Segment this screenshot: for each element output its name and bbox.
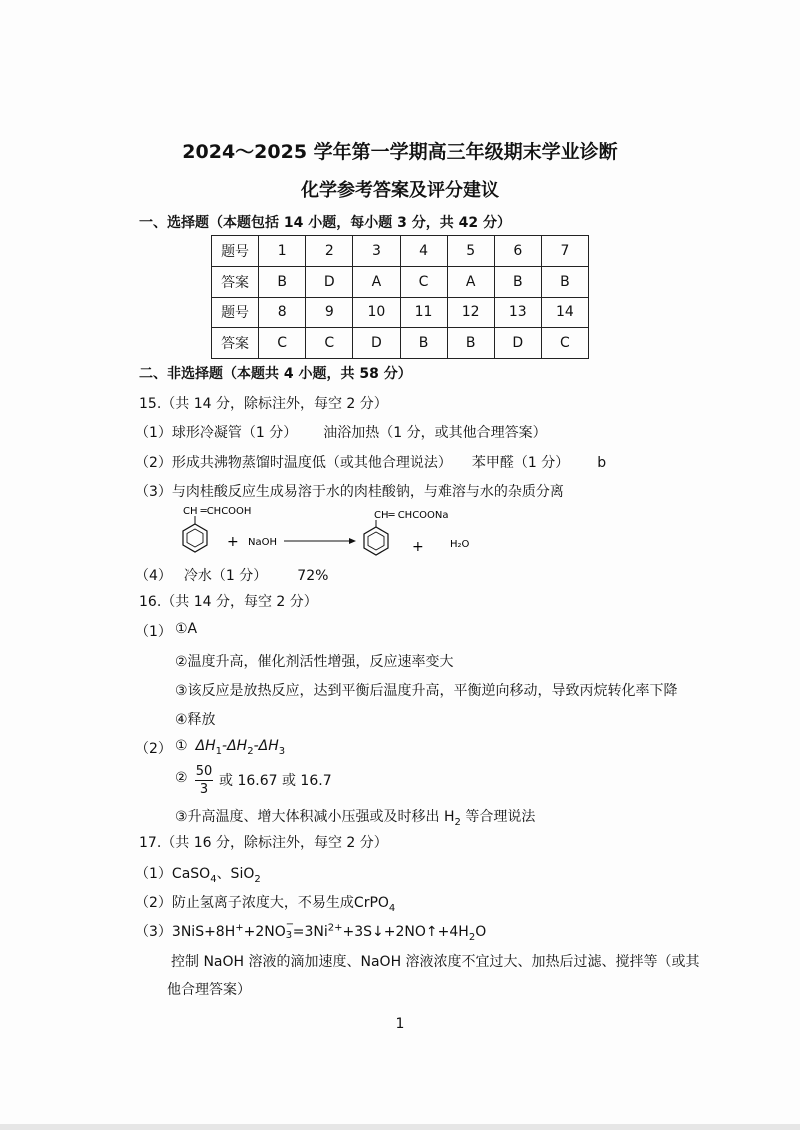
table-cell: D (306, 266, 353, 297)
table-cell: A (353, 266, 400, 297)
table-cell: 11 (400, 297, 447, 328)
table-cell: B (400, 328, 447, 359)
table-cell: 5 (447, 236, 494, 267)
table-cell: A (447, 266, 494, 297)
reaction-equation (160, 502, 500, 562)
table-cell: 6 (494, 236, 541, 267)
answer-text: 苯甲醛（1 分） (471, 455, 570, 471)
fraction (195, 763, 213, 798)
answer-text: b (597, 455, 607, 471)
answer-text: 形成共沸物蒸馏时温度低（或其他合理说法） (171, 455, 452, 471)
product-substituent: CH═ CHCOONa (374, 510, 449, 521)
plus-sign: + (227, 534, 239, 550)
document-subtitle: 化学参考答案及评分建议 (301, 180, 499, 201)
q17-part3-c: 他合理答案） (167, 982, 251, 998)
q16-part2-b-rest: 或 16.67 或 16.7 (219, 773, 332, 789)
table-cell: C (541, 328, 588, 359)
table-cell: C (400, 266, 447, 297)
q17-part3-b: 控制 NaOH 溶液的滴加速度、NaOH 溶液浓度不宜过大、加热后过滤、搅拌等（或其 (171, 954, 700, 970)
table-cell: 答案 (212, 328, 259, 359)
section1-heading: 一、选择题（本题包括 14 小题，每小题 3 分，共 42 分） (139, 215, 511, 231)
table-cell: 10 (353, 297, 400, 328)
q15-part2 (135, 452, 606, 472)
table-cell: 题号 (212, 297, 259, 328)
table-cell: 9 (306, 297, 353, 328)
q15-part1 (135, 422, 547, 442)
table-cell: 1 (259, 236, 306, 267)
q17-part3-equation: （3）3NiS+8H++2NO − 3 $=3Ni^{2+}+3S↓+2NO↑+4H_2O$ (135, 919, 487, 943)
table-cell: B (494, 266, 541, 297)
q16-part1-c: ③该反应是放热反应，达到平衡后温度升高，平衡逆向移动，导致丙烷转化率下降 (175, 683, 678, 699)
table-cell: 8 (259, 297, 306, 328)
table-cell: 3 (353, 236, 400, 267)
table-cell: 2 (306, 236, 353, 267)
q16-part1-b: ②温度升高，催化剂活性增强，反应速率变大 (175, 654, 454, 670)
water: H₂O (450, 539, 470, 550)
table-cell: C (259, 328, 306, 359)
answer-table (211, 235, 589, 359)
benzene-inner-icon (187, 529, 203, 547)
q16-part1-d: ④释放 (175, 712, 216, 728)
table-row (212, 328, 589, 359)
part-label: （4） (135, 568, 172, 584)
table-cell: 4 (400, 236, 447, 267)
q17-header: 17.（共 16 分，除标注外，每空 2 分） (139, 835, 388, 851)
answer-text: 球形冷凝管（1 分） (171, 425, 298, 441)
scan-bottom-border (0, 1124, 800, 1130)
document-title: 2024～2025 学年第一学期高三年级期末学业诊断 (182, 141, 618, 163)
q15-header: 15.（共 14 分，除标注外，每空 2 分） (139, 396, 388, 412)
table-cell: 答案 (212, 266, 259, 297)
table-cell: B (541, 266, 588, 297)
benzene-inner-icon (368, 532, 384, 550)
answer-text: 72% (297, 568, 329, 584)
reagent: NaOH (248, 537, 277, 548)
part-label: （1） (135, 425, 172, 441)
q16-part2-c: ③升高温度、增大体积减小压强或及时移出 $H_2$ 等合理说法 (175, 809, 536, 828)
section2-heading: 二、非选择题（本题共 4 小题，共 58 分） (139, 366, 412, 382)
q17-part1: （1）CaSO$_4$、SiO$_2$ (135, 866, 261, 885)
q16-part2-a: ① $\Delta H_1-\Delta H_2-\Delta H_3$ (175, 738, 286, 757)
table-row (212, 236, 589, 267)
arrow-head-icon (349, 538, 356, 544)
table-cell: D (353, 328, 400, 359)
table-row (212, 266, 589, 297)
answer-text: 冷水（1 分） (183, 568, 268, 584)
part-label: （2） (135, 455, 172, 471)
q16-part1-label: （1） (135, 624, 172, 640)
plus-sign: + (412, 539, 424, 555)
q17-part2: （2）防止氢离子浓度大，不易生成CrPO$_4$ (135, 895, 396, 914)
table-cell: B (447, 328, 494, 359)
table-cell: 13 (494, 297, 541, 328)
q16-part2-label: （2） (135, 741, 172, 757)
table-cell: 题号 (212, 236, 259, 267)
q16-header: 16.（共 14 分，每空 2 分） (139, 594, 318, 610)
table-cell: 12 (447, 297, 494, 328)
table-row (212, 297, 589, 328)
table-cell: B (259, 266, 306, 297)
table-cell: D (494, 328, 541, 359)
table-cell: 14 (541, 297, 588, 328)
q16-part1-a: ①A (175, 621, 198, 637)
fraction-numerator: 50 (195, 764, 213, 779)
fraction-denominator: 3 (199, 782, 209, 797)
reactant-substituent: CH ═CHCOOH (183, 506, 252, 517)
q15-part3: （3）与肉桂酸反应生成易溶于水的肉桂酸钠，与难溶与水的杂质分离 (135, 484, 564, 500)
page-number: 1 (395, 1016, 405, 1032)
q16-part2-b-prefix: ② (175, 770, 188, 786)
table-cell: C (306, 328, 353, 359)
answer-text: 油浴加热（1 分，或其他合理答案） (323, 425, 547, 441)
q15-part4 (135, 565, 328, 585)
table-cell: 7 (541, 236, 588, 267)
